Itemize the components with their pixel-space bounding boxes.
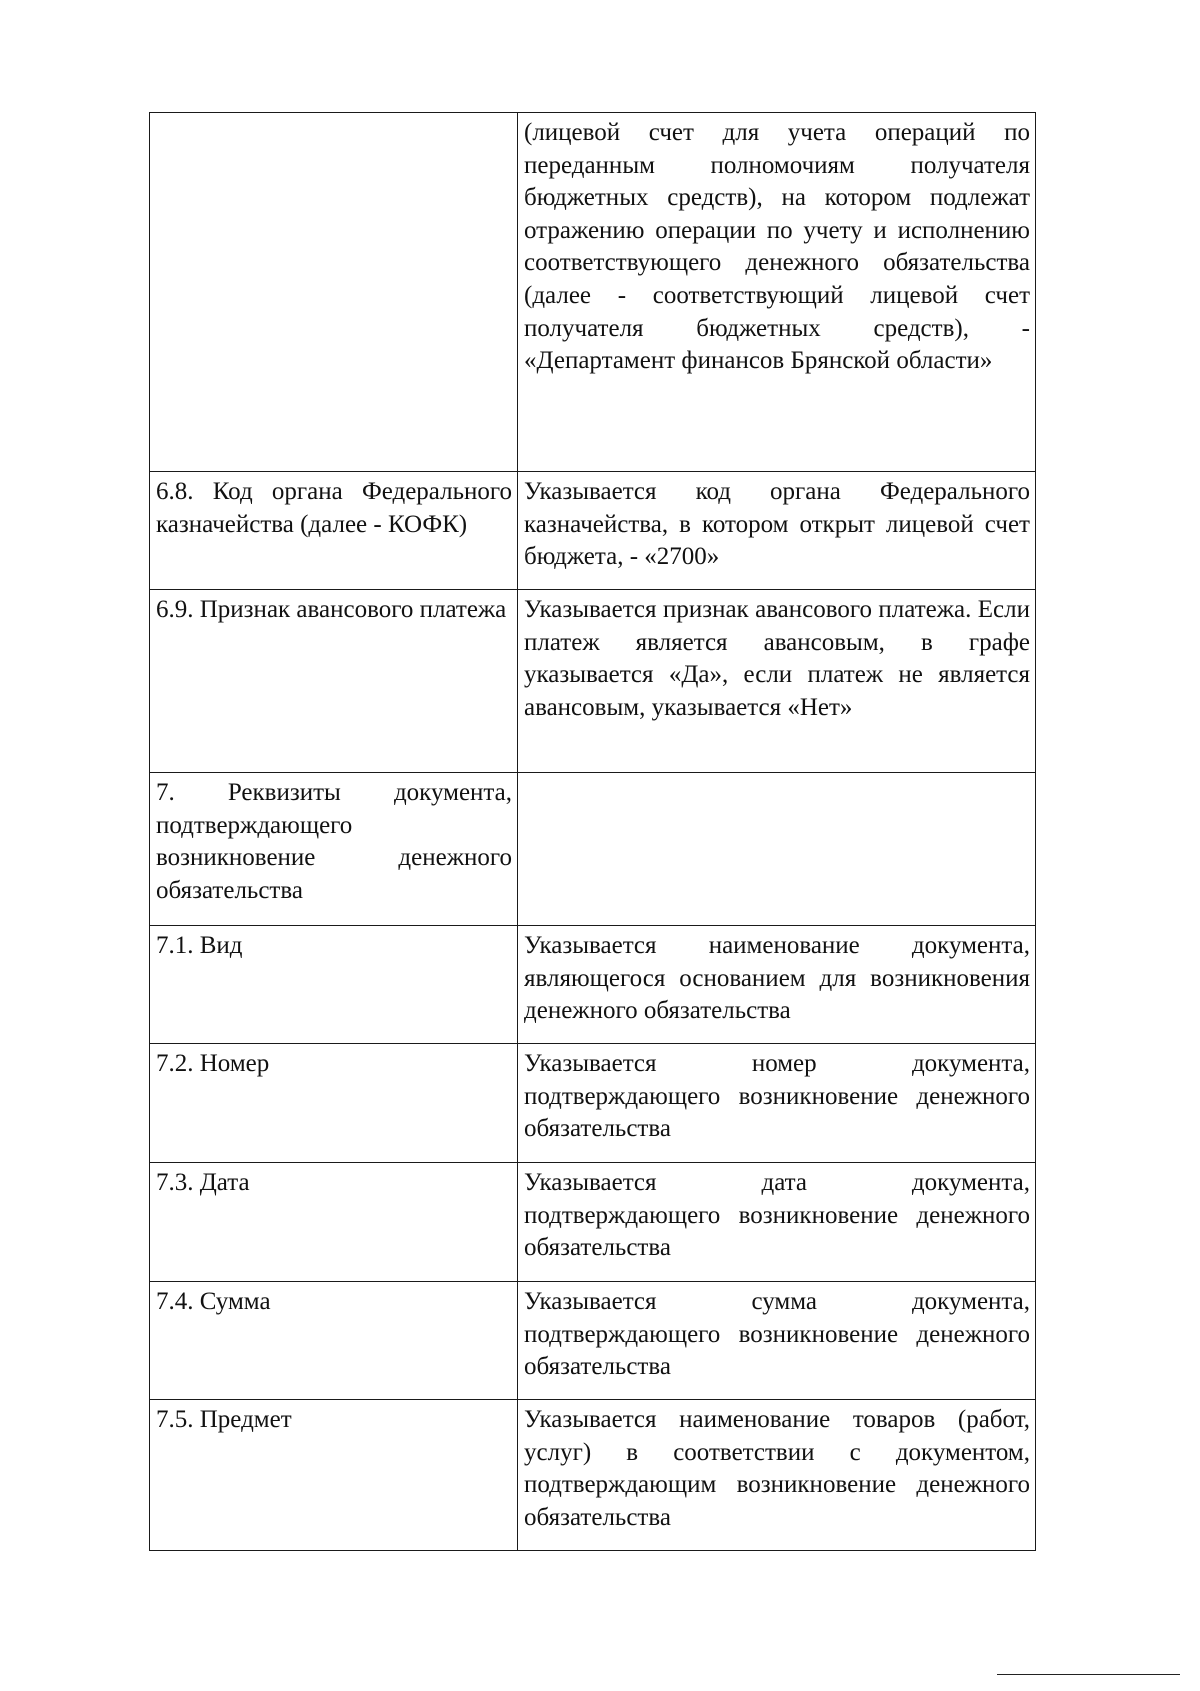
row-description: Указывается наименование товаров (работ, услуг) в соответствии с документом, подтверждающим возникновение денежного обязательства (518, 1400, 1036, 1551)
row-description: Указывается сумма документа, подтверждающего возникновение денежного обязательства (518, 1282, 1036, 1400)
table-row (150, 1282, 1036, 1400)
table-row (150, 472, 1036, 590)
row-label (150, 113, 518, 472)
row-label: 7.2. Номер (150, 1044, 518, 1163)
requisites-table (149, 112, 1036, 1551)
row-description (518, 773, 1036, 926)
table-row (150, 926, 1036, 1044)
table-row (150, 1163, 1036, 1282)
row-description: Указывается признак авансового платежа. Если платеж является авансовым, в графе указывается «Да», если платеж не является авансовым, указывается «Нет» (518, 590, 1036, 773)
table-row (150, 113, 1036, 472)
table-row (150, 1400, 1036, 1551)
row-label: 7.4. Сумма (150, 1282, 518, 1400)
table-row (150, 1044, 1036, 1163)
table-row (150, 590, 1036, 773)
row-label: 7.1. Вид (150, 926, 518, 1044)
row-description: Указывается код органа Федерального казначейства, в котором открыт лицевой счет бюджета, - «2700» (518, 472, 1036, 590)
row-description: Указывается дата документа, подтверждающего возникновение денежного обязательства (518, 1163, 1036, 1282)
table-row (150, 773, 1036, 926)
row-label: 7.3. Дата (150, 1163, 518, 1282)
row-label: 7.5. Предмет (150, 1400, 518, 1551)
row-label: 6.8. Код органа Федерального казначейства (далее - КОФК) (150, 472, 518, 590)
footer-rule (997, 1674, 1180, 1675)
row-label: 7. Реквизиты документа, подтверждающего возникновение денежного обязательства (150, 773, 518, 926)
row-description: Указывается наименование документа, являющегося основанием для возникновения денежного обязательства (518, 926, 1036, 1044)
row-description: (лицевой счет для учета операций по переданным полномочиям получателя бюджетных средств), на котором подлежат отражению операции по учету и исполнению соответствующего денежного обязательства (далее - соответствующий лицевой счет получателя бюджетных средств), - «Департамент финансов Брянской области» (518, 113, 1036, 472)
row-label: 6.9. Признак авансового платежа (150, 590, 518, 773)
row-description: Указывается номер документа, подтверждающего возникновение денежного обязательства (518, 1044, 1036, 1163)
